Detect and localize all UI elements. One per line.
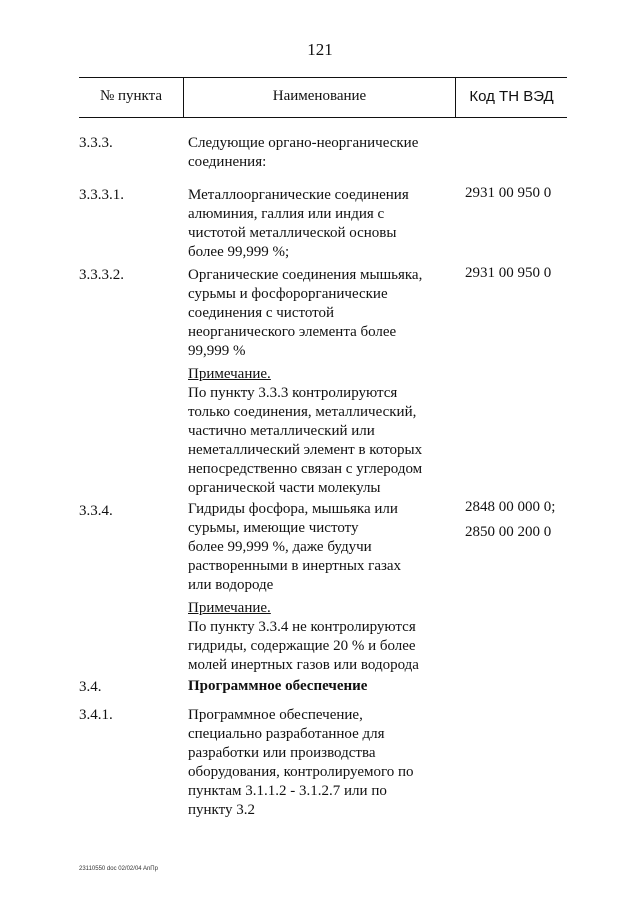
note-line: молей инертных газов или водорода xyxy=(188,657,419,673)
row-name xyxy=(188,266,454,361)
footer-doc-id: 23110550 doc 02/02/04 AnПр xyxy=(79,866,158,872)
row-name-line: Программное обеспечение, xyxy=(188,707,363,723)
row-name-line: Металлоорганические соединения xyxy=(188,187,409,203)
section-heading xyxy=(188,677,454,696)
row-number: 3.4. xyxy=(79,679,102,695)
section-heading-line: Программное обеспечение xyxy=(188,678,368,694)
row-name-line: оборудования, контролируемого по xyxy=(188,764,414,780)
row-name-line: алюминия, галлия или индия с xyxy=(188,206,385,222)
table-top-border xyxy=(79,77,567,78)
header-name-column: Наименование xyxy=(272,88,367,104)
note-line: неметаллический элемент в которых xyxy=(188,442,423,458)
row-code: 2931 00 950 0 xyxy=(465,185,552,201)
row-name-line: 99,999 % xyxy=(188,343,246,359)
row-name-line: чистотой металлической основы xyxy=(188,225,397,241)
row-name xyxy=(188,134,454,172)
row-number: 3.3.3.2. xyxy=(79,267,124,283)
note-line: органической части молекулы xyxy=(188,480,381,496)
row-name-line: неорганического элемента более xyxy=(188,324,397,340)
row-name-line: разработки или производства xyxy=(188,745,376,761)
row-name-line: пункту 3.2 xyxy=(188,802,256,818)
row-name-line: Органические соединения мышьяка, xyxy=(188,267,423,283)
row-name-line: пунктам 3.1.1.2 - 3.1.2.7 или по xyxy=(188,783,387,799)
header-bottom-border xyxy=(79,117,567,118)
row-code-secondary: 2850 00 200 0 xyxy=(465,524,552,540)
note-title: Примечание. xyxy=(188,600,271,616)
row-name-line: соединения с чистотой xyxy=(188,305,335,321)
note-block xyxy=(188,599,454,675)
row-name-line: сурьмы, имеющие чистоту xyxy=(188,520,359,536)
row-name-line: сурьмы и фосфорорганические xyxy=(188,286,388,302)
row-name-line: более 99,999 %, даже будучи xyxy=(188,539,372,555)
row-code: 2848 00 000 0; xyxy=(465,499,556,515)
row-number: 3.3.4. xyxy=(79,503,113,519)
row-name xyxy=(188,186,454,262)
note-line: частично металлический или xyxy=(188,423,375,439)
row-name-line: Следующие органо-неорганические xyxy=(188,135,419,151)
row-number: 3.4.1. xyxy=(79,707,113,723)
row-name-line: специально разработанное для xyxy=(188,726,385,742)
note-line: только соединения, металлический, xyxy=(188,404,417,420)
row-code: 2931 00 950 0 xyxy=(465,265,552,281)
header-number-column: № пункта xyxy=(99,88,163,104)
note-line: По пункту 3.3.3 контролируются xyxy=(188,385,398,401)
header-code-column: Код ТН ВЭД xyxy=(469,88,554,105)
row-number: 3.3.3.1. xyxy=(79,187,124,203)
note-block xyxy=(188,365,454,498)
row-name-line: или водороде xyxy=(188,577,274,593)
row-name-line: соединения: xyxy=(188,154,267,170)
page-number: 121 xyxy=(307,40,333,59)
row-name xyxy=(188,706,454,820)
note-line: По пункту 3.3.4 не контролируются xyxy=(188,619,416,635)
row-name-line: более 99,999 %; xyxy=(188,244,290,260)
note-title: Примечание. xyxy=(188,366,271,382)
row-number: 3.3.3. xyxy=(79,135,113,151)
row-name xyxy=(188,500,454,595)
row-name-line: растворенными в инертных газах xyxy=(188,558,402,574)
note-line: непосредственно связан с углеродом xyxy=(188,461,423,477)
note-line: гидриды, содержащие 20 % и более xyxy=(188,638,416,654)
row-name-line: Гидриды фосфора, мышьяка или xyxy=(188,501,398,517)
